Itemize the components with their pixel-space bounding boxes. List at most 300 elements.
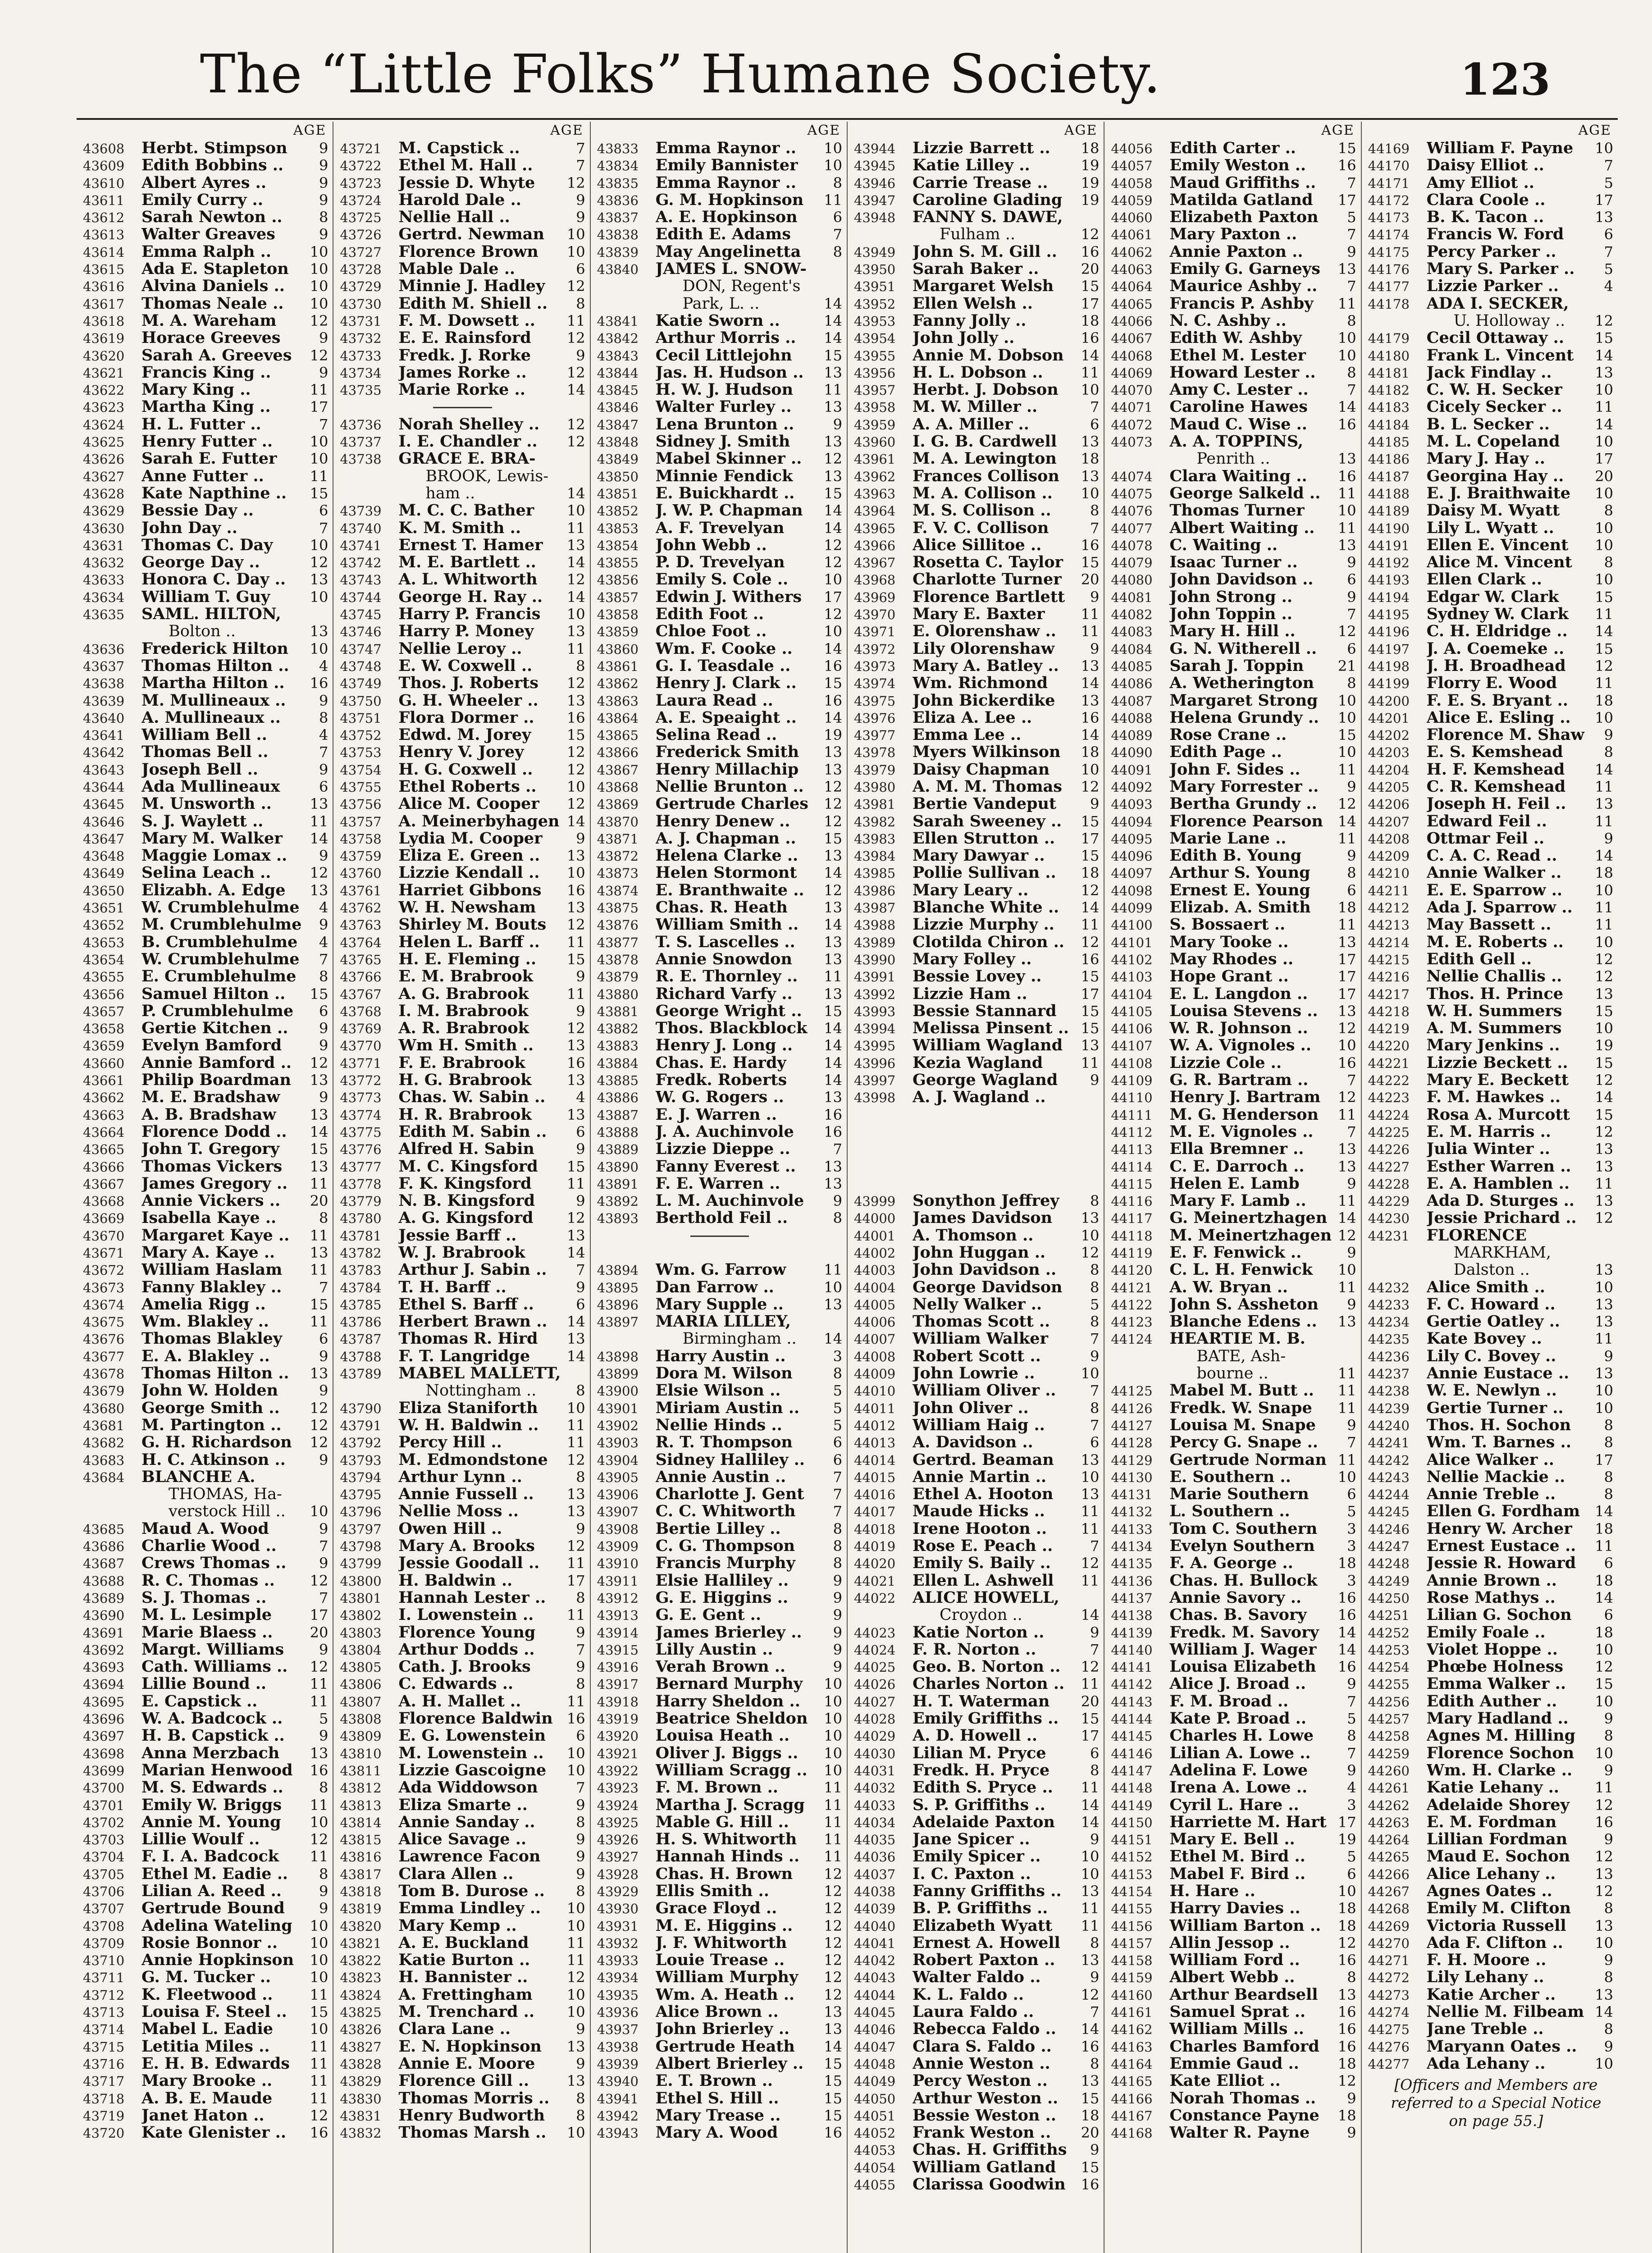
member-number: 43914 [597, 1625, 639, 1641]
member-name: E. Olorenshaw .. [912, 623, 1056, 640]
member-number: 44236 [1368, 1349, 1410, 1364]
member-number: 44144 [1111, 1711, 1153, 1727]
member-entry-continuation [597, 295, 842, 312]
member-entry [1111, 743, 1356, 761]
member-age: 11 [1337, 519, 1356, 537]
member-entry [340, 1658, 585, 1675]
member-entry [1111, 795, 1356, 812]
member-entry [854, 588, 1099, 606]
member-number: 43931 [597, 1918, 639, 1934]
member-name: Herbt. J. Dobson [912, 381, 1059, 399]
member-age: 13 [824, 2020, 842, 2038]
member-name: Lilly Austin .. [655, 1641, 773, 1659]
member-number: 44154 [1111, 1884, 1153, 1899]
member-age: 12 [824, 1969, 842, 1986]
member-age: 10 [310, 450, 329, 468]
member-number: 44087 [1111, 693, 1153, 709]
member-entry [854, 243, 1099, 260]
member-number: 43640 [83, 710, 125, 726]
member-name: Henry Budworth [398, 2107, 545, 2125]
member-age: 15 [310, 484, 329, 502]
member-age: 11 [1337, 295, 1356, 312]
member-name: M. G. Henderson [1169, 1106, 1319, 1123]
member-number: 44148 [1111, 1780, 1153, 1796]
member-entry [1111, 640, 1356, 657]
member-number: 44196 [1368, 624, 1410, 640]
member-name: Emma Ralph .. [141, 243, 271, 261]
member-entry [854, 398, 1099, 415]
member-name: Walter Greaves [141, 226, 275, 243]
member-name: Lillie Bound .. [141, 1675, 267, 1693]
member-entry [1111, 1520, 1356, 1537]
member-age: 8 [576, 1813, 585, 1831]
member-entry [1368, 830, 1613, 847]
member-entry [83, 1054, 328, 1072]
member-name: Janet Haton .. [141, 2107, 265, 2125]
member-number: 43998 [853, 1090, 896, 1106]
member-name: Herbert Brawn .. [398, 1313, 548, 1331]
member-age: 5 [833, 1399, 842, 1417]
member-number: 43807 [340, 1694, 382, 1710]
member-age: 15 [310, 2003, 329, 2021]
member-age: 9 [576, 1796, 585, 1814]
member-entry [854, 554, 1099, 571]
member-number: 43744 [340, 589, 382, 605]
member-entry [1368, 985, 1613, 1003]
member-age: 12 [1337, 1934, 1356, 1952]
member-age: 10 [1595, 933, 1613, 951]
member-number: 44277 [1368, 2056, 1410, 2072]
member-name: E. A. Hamblen .. [1426, 1175, 1570, 1193]
member-entry [340, 657, 585, 675]
member-number: 44055 [853, 2177, 896, 2193]
member-number: 44155 [1111, 1901, 1153, 1917]
member-name: Ellen G. Fordham [1426, 1503, 1580, 1520]
member-number: 43808 [340, 1711, 382, 1727]
member-number: 43840 [597, 262, 639, 278]
member-entry [340, 571, 585, 588]
member-name: M. S. Collison .. [912, 502, 1051, 520]
member-entry-continuation [1368, 312, 1613, 329]
member-age: 9 [1347, 2124, 1356, 2142]
member-entry [1368, 1641, 1613, 1658]
member-name: Nellie Leroy .. [398, 640, 522, 657]
member-name: Geo. B. Norton .. [912, 1658, 1061, 1676]
member-number: 44231 [1368, 1228, 1410, 1244]
member-age: 14 [824, 295, 842, 312]
member-entry [340, 537, 585, 554]
member-name: Marian Henwood [141, 1761, 293, 1779]
member-name: Florence Sochon [1426, 1744, 1574, 1762]
member-name: E. H. B. Edwards [141, 2055, 290, 2073]
member-age: 14 [566, 381, 585, 399]
member-entry [340, 1175, 585, 1192]
member-entry [597, 899, 842, 916]
member-name: James Davidson [912, 1209, 1053, 1227]
member-number: 44217 [1368, 986, 1410, 1002]
member-name: George Day .. [141, 554, 260, 571]
member-entry [83, 588, 328, 606]
member-entry [597, 1192, 842, 1209]
member-name: E. J. Braithwaite [1426, 484, 1571, 502]
member-entry [83, 2003, 328, 2020]
member-name: William Haig .. [912, 1416, 1045, 1434]
member-age: 9 [319, 1641, 329, 1658]
member-entry [597, 1209, 842, 1227]
member-entry [854, 1451, 1099, 1469]
member-number: 44137 [1111, 1590, 1153, 1606]
member-name: F. V. C. Collison [912, 519, 1049, 537]
member-entry [1368, 1814, 1613, 1831]
member-name: James Brierley .. [655, 1624, 802, 1641]
member-number: 43686 [83, 1539, 125, 1555]
member-name: Jessie R. Howard [1426, 1555, 1576, 1572]
member-entry [854, 1365, 1099, 1382]
member-entry [83, 985, 328, 1003]
member-age: 11 [1595, 812, 1613, 830]
member-entry [340, 882, 585, 899]
member-age: 14 [824, 519, 842, 537]
member-number: 43637 [83, 658, 125, 674]
member-entry [1111, 1693, 1356, 1710]
member-age: 20 [1081, 1692, 1100, 1710]
member-entry [854, 1330, 1099, 1347]
member-number: 44017 [853, 1504, 896, 1520]
member-name: Albert Webb .. [1169, 1969, 1295, 1986]
member-entry [1368, 243, 1613, 260]
member-entry [83, 2055, 328, 2072]
column-6 [1361, 122, 1618, 2253]
member-entry [83, 916, 328, 933]
member-name: Edith W. Ashby [1169, 329, 1302, 347]
member-number: 43816 [340, 1849, 382, 1865]
member-name: E. T. Brown .. [655, 2072, 773, 2090]
member-number: 43613 [83, 227, 125, 243]
member-name: Irene Hooton .. [912, 1520, 1047, 1538]
member-entry [597, 606, 842, 623]
member-number: 43994 [853, 1021, 896, 1037]
member-age: 21 [1337, 657, 1356, 675]
member-entry [1368, 968, 1613, 985]
member-name: Helen L. Barff .. [398, 933, 540, 951]
member-entry [1111, 1934, 1356, 1952]
member-name: F. K. Kingsford [398, 1175, 532, 1193]
member-age: 10 [824, 1744, 842, 1762]
member-age: 8 [833, 1537, 842, 1555]
member-name: Lilian G. Sochon [1426, 1606, 1572, 1624]
member-entry [597, 1503, 842, 1520]
member-number: 44216 [1368, 969, 1410, 985]
member-number: 44120 [1111, 1263, 1153, 1278]
member-entry [1111, 2107, 1356, 2124]
member-age: 7 [1347, 1434, 1356, 1451]
member-age: 13 [566, 536, 585, 554]
member-name: Evelyn Bamford [141, 1037, 282, 1054]
member-number: 44129 [1111, 1452, 1153, 1468]
member-number: 43771 [340, 1055, 382, 1071]
member-age: 9 [1347, 847, 1356, 865]
member-entry [597, 364, 842, 381]
member-number: 43882 [597, 1021, 639, 1037]
member-age: 10 [1337, 1037, 1356, 1054]
member-entry [1111, 1969, 1356, 1986]
member-entry [854, 1555, 1099, 1572]
member-entry [340, 2107, 585, 2124]
member-number: 43737 [340, 434, 382, 450]
member-age: 13 [310, 623, 329, 640]
member-name: Mary Forrester .. [1169, 778, 1319, 796]
member-name: F. M. Brown .. [655, 1779, 778, 1797]
member-age: 10 [1337, 502, 1356, 520]
member-name: Martha J. Scragg [655, 1796, 805, 1814]
member-entry [597, 1054, 842, 1072]
member-number: 44111 [1111, 1107, 1153, 1123]
member-entry [854, 1434, 1099, 1451]
member-age: 7 [1347, 1744, 1356, 1762]
member-number: 43891 [597, 1176, 639, 1192]
member-entry [83, 278, 328, 295]
member-entry [83, 1865, 328, 1883]
member-entry [340, 364, 585, 381]
member-age: 9 [576, 968, 585, 985]
member-age: 11 [566, 1606, 585, 1624]
member-entry [1111, 192, 1356, 209]
member-number: 43708 [83, 1918, 125, 1934]
member-name: Chas. H. Bullock [1169, 1572, 1318, 1589]
member-number: 43950 [853, 262, 896, 278]
member-number: 43833 [597, 141, 639, 156]
member-name: William Walker [912, 1330, 1048, 1348]
member-age: 8 [1604, 1900, 1613, 1917]
member-number: 44225 [1368, 1124, 1410, 1140]
member-age: 12 [566, 743, 585, 761]
member-number: 43750 [340, 693, 382, 709]
member-entry [1111, 1727, 1356, 1744]
member-age: 15 [1595, 640, 1613, 657]
member-name: George Wagland [912, 1072, 1058, 1089]
member-age: 10 [566, 1900, 585, 1917]
member-number: 43714 [83, 2022, 125, 2038]
member-entry [83, 1227, 328, 1244]
member-entry [1111, 1244, 1356, 1261]
member-entry [340, 830, 585, 847]
member-number: 44083 [1111, 624, 1153, 640]
member-age: 10 [566, 1986, 585, 2003]
member-number: 44018 [853, 1521, 896, 1537]
member-number: 44180 [1368, 348, 1410, 364]
member-number: 44183 [1368, 400, 1410, 415]
member-entry [597, 1106, 842, 1123]
member-age: 8 [1604, 502, 1613, 520]
member-name: Percy G. Snape .. [1169, 1434, 1318, 1451]
member-number: 43859 [597, 624, 639, 640]
member-name: Edith Page .. [1169, 743, 1282, 761]
member-age: 12 [1595, 1123, 1613, 1140]
member-name: Lena Brunton .. [655, 415, 794, 433]
member-number: 43993 [853, 1003, 896, 1019]
member-name: William F. Payne [1426, 140, 1574, 157]
member-entry [1368, 2038, 1613, 2055]
age-header: AGE [1321, 123, 1355, 138]
member-entry [340, 916, 585, 933]
member-number: 43941 [597, 2091, 639, 2107]
member-name: Ethel S. Hill .. [655, 2089, 779, 2107]
member-age: 11 [1081, 606, 1100, 623]
member-age: 17 [1081, 830, 1100, 847]
member-age: 8 [1090, 1313, 1100, 1331]
member-entry [1368, 1313, 1613, 1330]
member-entry [1368, 1710, 1613, 1727]
member-number: 43789 [340, 1366, 382, 1382]
member-entry [1111, 761, 1356, 778]
member-entry [340, 640, 585, 657]
member-name: Annie M. Dobson [912, 347, 1064, 364]
member-entry [1111, 1072, 1356, 1089]
member-entry [83, 398, 328, 415]
member-number: 44042 [853, 1953, 896, 1969]
member-entry [340, 260, 585, 278]
member-number: 44070 [1111, 383, 1153, 398]
member-number: 44239 [1368, 1400, 1410, 1416]
member-name: Lillie Woulf .. [141, 1831, 260, 1848]
member-entry [340, 347, 585, 364]
member-entry [1111, 1054, 1356, 1072]
member-number: 43706 [83, 1884, 125, 1899]
member-number: 44223 [1368, 1090, 1410, 1106]
member-age: 13 [566, 1486, 585, 1503]
member-entry [597, 657, 842, 675]
member-age: 11 [310, 1261, 329, 1279]
member-number: 43822 [340, 1953, 382, 1969]
member-name: F. E. S. Bryant .. [1426, 692, 1568, 709]
member-name: M. C. Kingsford [398, 1158, 538, 1175]
member-number: 44094 [1111, 814, 1153, 830]
member-entry-continuation [854, 226, 1099, 243]
member-age: 13 [566, 2038, 585, 2055]
member-entry [1368, 934, 1613, 951]
member-number: 43643 [83, 762, 125, 778]
member-entry [340, 675, 585, 692]
member-name: Ernest Eustace .. [1426, 1537, 1576, 1555]
member-number: 44064 [1111, 279, 1153, 295]
member-age: 13 [1337, 1313, 1356, 1331]
member-entry [854, 692, 1099, 709]
member-name: Rosa A. Murcott [1426, 1106, 1570, 1123]
member-entry [83, 140, 328, 157]
member-age: 18 [1081, 864, 1100, 882]
member-name: Berthold Feil .. [655, 1209, 788, 1227]
member-name: Mary A. Brooks [398, 1537, 535, 1555]
member-age: 12 [566, 571, 585, 588]
member-entry [83, 1934, 328, 1952]
member-age: 10 [1595, 1692, 1613, 1710]
member-entry [83, 2072, 328, 2089]
member-name: N. B. Kingsford [398, 1192, 535, 1210]
member-entry [340, 1089, 585, 1106]
member-number: 43953 [853, 313, 896, 329]
member-entry [597, 1520, 842, 1537]
age-header: AGE [807, 123, 840, 138]
member-entry [1368, 157, 1613, 174]
member-age: 9 [1090, 1072, 1100, 1089]
member-entry [1368, 1693, 1613, 1710]
member-number: 43701 [83, 1797, 125, 1813]
member-name: Emily S. Baily .. [912, 1555, 1051, 1572]
member-age: 8 [1347, 864, 1356, 882]
member-name: Mabel L. Eadie [141, 2020, 274, 2038]
member-entry [1368, 1348, 1613, 1365]
member-entry [83, 1209, 328, 1227]
member-number: 44194 [1368, 589, 1410, 605]
member-entry [340, 1745, 585, 1762]
member-number: 44098 [1111, 883, 1153, 898]
member-age: 11 [824, 1813, 842, 1831]
member-age: 7 [576, 140, 585, 157]
member-name: Frank Weston .. [912, 2124, 1051, 2142]
member-entry [597, 882, 842, 899]
member-entry [83, 1003, 328, 1020]
member-name: Wm H. Smith .. [398, 1037, 534, 1054]
member-age: 9 [319, 174, 329, 192]
member-number: 43872 [597, 848, 639, 864]
member-entry [1368, 1797, 1613, 1814]
member-number: 43782 [340, 1245, 382, 1261]
member-number: 44130 [1111, 1469, 1153, 1485]
member-name: Wm. Blakley .. [141, 1313, 269, 1331]
member-age: 8 [1604, 1727, 1613, 1745]
member-number: 43754 [340, 762, 382, 778]
member-age: 12 [310, 1434, 329, 1451]
member-name: Mary Leary .. [912, 881, 1029, 899]
member-age: 9 [1347, 554, 1356, 571]
member-number: 43720 [83, 2125, 125, 2141]
member-age: 8 [319, 209, 329, 226]
member-entry [854, 1883, 1099, 1900]
member-name: Alice Lehany .. [1426, 1865, 1556, 1883]
member-entry [597, 2038, 842, 2055]
member-entry [83, 743, 328, 761]
member-age: 7 [319, 519, 329, 537]
member-entry [854, 1400, 1099, 1417]
member-name: Selina Read .. [655, 726, 777, 744]
member-number: 43863 [597, 693, 639, 709]
member-name: C. H. Eldridge .. [1426, 623, 1568, 640]
member-name: Chas. E. Hardy [655, 1054, 786, 1072]
member-age: 18 [1081, 2107, 1100, 2124]
member-name: John W. Holden [141, 1382, 278, 1400]
member-name: Katie Norton .. [912, 1624, 1045, 1641]
member-name: Cicely Secker .. [1426, 398, 1562, 416]
member-number: 44053 [853, 2143, 896, 2158]
member-age: 7 [1347, 226, 1356, 243]
member-number: 43712 [83, 1987, 125, 2003]
member-number: 43617 [83, 296, 125, 312]
member-entry [1368, 1469, 1613, 1486]
member-entry [340, 1727, 585, 1744]
member-number: 43902 [597, 1418, 639, 1433]
member-name: Frances Collison [912, 467, 1059, 485]
member-entry [1111, 1658, 1356, 1675]
member-age: 19 [1337, 1831, 1356, 1848]
member-name: C. W. H. Secker [1426, 381, 1562, 399]
member-age: 14 [824, 640, 842, 657]
member-name: Charles Bamford [1169, 2038, 1319, 2055]
member-age: 14 [566, 812, 585, 830]
member-age: 16 [1081, 2176, 1100, 2194]
member-name: L. Southern .. [1169, 1503, 1290, 1520]
member-name: Annie Vickers .. [141, 1192, 281, 1210]
member-age: 6 [319, 1002, 329, 1020]
